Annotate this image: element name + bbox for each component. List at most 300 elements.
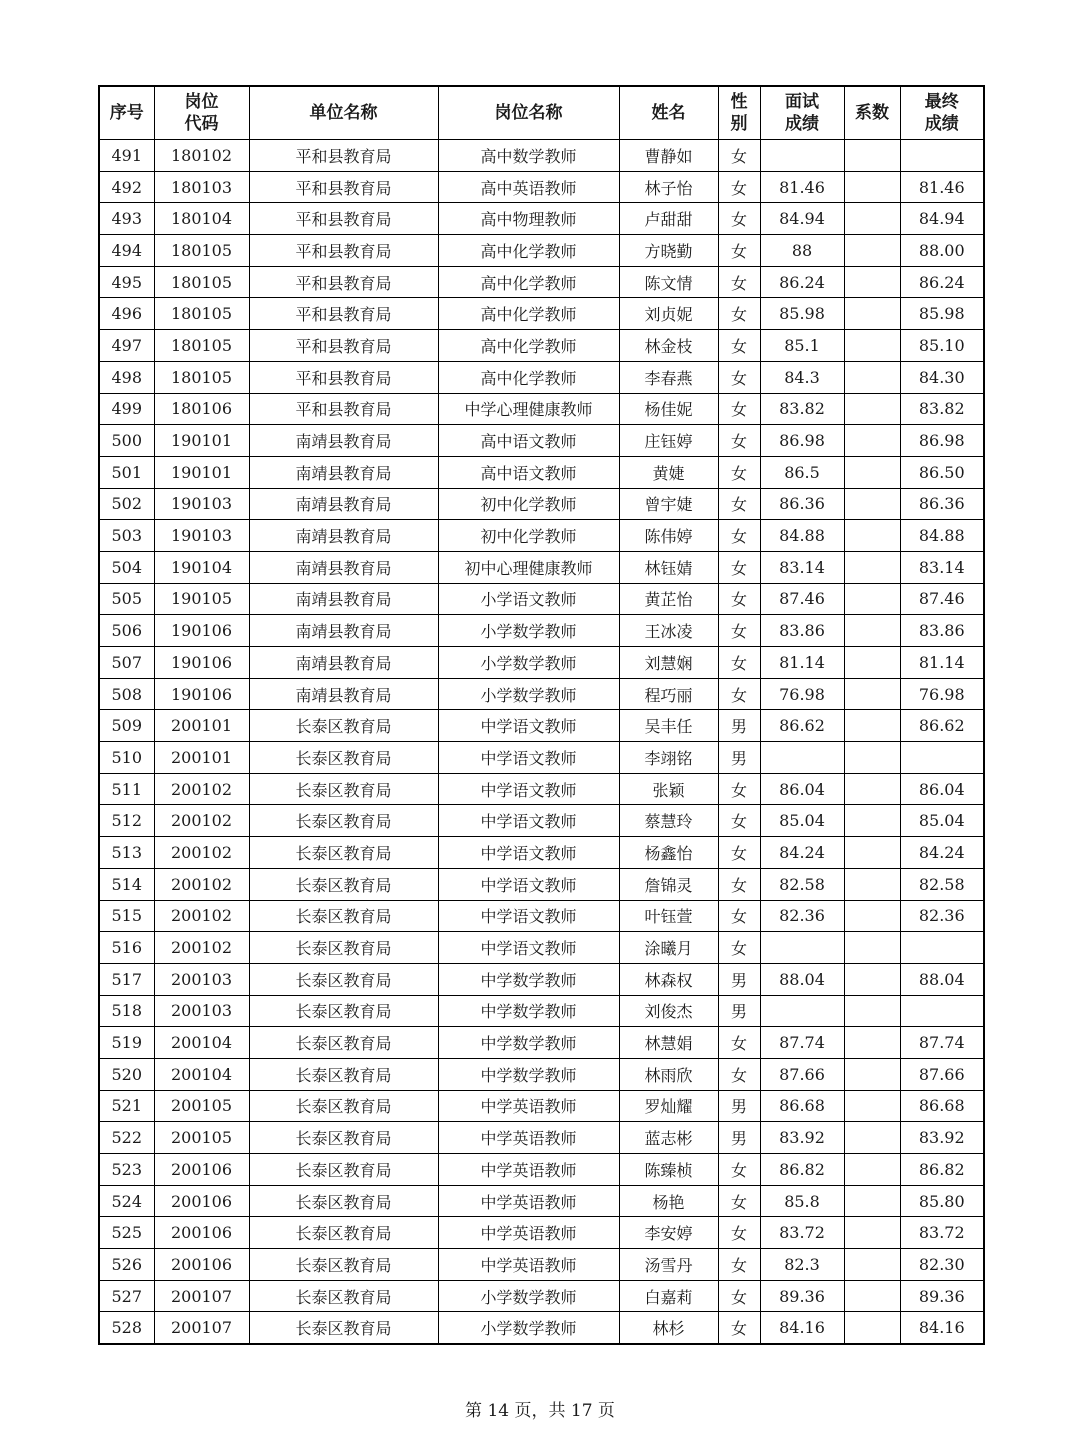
- cell-final-score: 84.88: [900, 520, 984, 552]
- cell-gender: 女: [718, 425, 760, 457]
- cell-seq: 513: [99, 837, 154, 869]
- header-final-score: [900, 86, 984, 140]
- cell-post-name: 高中物理教师: [438, 203, 619, 235]
- cell-interview-score: 85.98: [760, 298, 844, 330]
- cell-interview-score: 83.14: [760, 551, 844, 583]
- table-row: [99, 963, 984, 995]
- cell-name: 刘慧娴: [619, 647, 718, 679]
- table-row: [99, 868, 984, 900]
- cell-post-code: 190103: [154, 488, 249, 520]
- cell-post-name: 高中语文教师: [438, 456, 619, 488]
- table-row: [99, 1027, 984, 1059]
- cell-gender: 女: [718, 171, 760, 203]
- cell-final-score: 86.98: [900, 425, 984, 457]
- cell-final-score: 82.58: [900, 868, 984, 900]
- cell-post-name: 高中化学教师: [438, 235, 619, 267]
- cell-seq: 524: [99, 1185, 154, 1217]
- cell-post-name: 中学数学教师: [438, 1027, 619, 1059]
- cell-unit-name: 长泰区教育局: [249, 1154, 438, 1186]
- cell-final-score: 85.04: [900, 805, 984, 837]
- cell-unit-name: 南靖县教育局: [249, 583, 438, 615]
- header-post-code-line1: 岗位: [184, 92, 219, 112]
- cell-seq: 518: [99, 995, 154, 1027]
- page-footer: 第 14 页，共 17 页: [465, 1401, 615, 1421]
- cell-unit-name: 南靖县教育局: [249, 551, 438, 583]
- cell-name: 黄婕: [619, 456, 718, 488]
- cell-interview-score: 86.62: [760, 710, 844, 742]
- cell-seq: 504: [99, 551, 154, 583]
- cell-post-code: 200105: [154, 1090, 249, 1122]
- table-row: [99, 710, 984, 742]
- cell-name: 曾宇婕: [619, 488, 718, 520]
- cell-coefficient: [844, 425, 900, 457]
- cell-gender: 女: [718, 393, 760, 425]
- cell-final-score: 85.80: [900, 1185, 984, 1217]
- cell-gender: 女: [718, 488, 760, 520]
- table-row: [99, 932, 984, 964]
- cell-coefficient: [844, 995, 900, 1027]
- cell-seq: 519: [99, 1027, 154, 1059]
- cell-interview-score: 83.82: [760, 393, 844, 425]
- cell-post-name: 中学语文教师: [438, 837, 619, 869]
- cell-name: 涂曦月: [619, 932, 718, 964]
- cell-interview-score: 86.98: [760, 425, 844, 457]
- cell-final-score: 87.46: [900, 583, 984, 615]
- cell-post-code: 200106: [154, 1249, 249, 1281]
- cell-name: 杨艳: [619, 1185, 718, 1217]
- cell-post-code: 180105: [154, 298, 249, 330]
- cell-name: 陈文情: [619, 266, 718, 298]
- cell-final-score: 86.24: [900, 266, 984, 298]
- table-row: [99, 678, 984, 710]
- cell-unit-name: 南靖县教育局: [249, 647, 438, 679]
- cell-unit-name: 长泰区教育局: [249, 995, 438, 1027]
- table-row: [99, 900, 984, 932]
- cell-gender: 女: [718, 456, 760, 488]
- results-table: [98, 85, 985, 1345]
- cell-name: 叶钰萱: [619, 900, 718, 932]
- cell-unit-name: 南靖县教育局: [249, 520, 438, 552]
- cell-post-name: 中学语文教师: [438, 868, 619, 900]
- table-row: [99, 235, 984, 267]
- cell-gender: 女: [718, 1280, 760, 1312]
- cell-unit-name: 长泰区教育局: [249, 805, 438, 837]
- cell-post-name: 高中化学教师: [438, 330, 619, 362]
- cell-interview-score: 83.86: [760, 615, 844, 647]
- cell-gender: 女: [718, 1058, 760, 1090]
- table-row: [99, 1280, 984, 1312]
- cell-gender: 女: [718, 1185, 760, 1217]
- cell-post-code: 200102: [154, 868, 249, 900]
- cell-post-code: 190106: [154, 678, 249, 710]
- cell-final-score: 87.74: [900, 1027, 984, 1059]
- cell-gender: 男: [718, 710, 760, 742]
- cell-interview-score: 84.3: [760, 361, 844, 393]
- cell-unit-name: 南靖县教育局: [249, 488, 438, 520]
- cell-coefficient: [844, 1122, 900, 1154]
- cell-post-code: 200104: [154, 1027, 249, 1059]
- table-row: [99, 805, 984, 837]
- cell-coefficient: [844, 1090, 900, 1122]
- cell-name: 蔡慧玲: [619, 805, 718, 837]
- cell-coefficient: [844, 837, 900, 869]
- cell-unit-name: 长泰区教育局: [249, 900, 438, 932]
- cell-name: 黄芷怡: [619, 583, 718, 615]
- cell-seq: 521: [99, 1090, 154, 1122]
- cell-name: 程巧丽: [619, 678, 718, 710]
- cell-interview-score: 82.36: [760, 900, 844, 932]
- cell-name: 罗灿耀: [619, 1090, 718, 1122]
- cell-seq: 509: [99, 710, 154, 742]
- cell-unit-name: 平和县教育局: [249, 298, 438, 330]
- cell-interview-score: 85.8: [760, 1185, 844, 1217]
- cell-final-score: 86.62: [900, 710, 984, 742]
- cell-coefficient: [844, 1185, 900, 1217]
- cell-unit-name: 长泰区教育局: [249, 710, 438, 742]
- cell-interview-score: 86.68: [760, 1090, 844, 1122]
- cell-coefficient: [844, 742, 900, 774]
- cell-post-code: 200105: [154, 1122, 249, 1154]
- table-row: [99, 1122, 984, 1154]
- header-interview-score: [760, 86, 844, 140]
- cell-interview-score: 88.04: [760, 963, 844, 995]
- header-post-code-line2: 代码: [184, 114, 219, 134]
- cell-gender: 女: [718, 900, 760, 932]
- cell-seq: 514: [99, 868, 154, 900]
- cell-unit-name: 长泰区教育局: [249, 1249, 438, 1281]
- cell-post-name: 中学心理健康教师: [438, 393, 619, 425]
- header-interview-line2: 成绩: [785, 114, 819, 134]
- cell-interview-score: 81.46: [760, 171, 844, 203]
- header-unit-name: 单位名称: [249, 86, 438, 140]
- cell-coefficient: [844, 678, 900, 710]
- cell-final-score: 81.46: [900, 171, 984, 203]
- cell-seq: 502: [99, 488, 154, 520]
- table-row: [99, 1058, 984, 1090]
- cell-gender: 女: [718, 583, 760, 615]
- cell-post-name: 高中语文教师: [438, 425, 619, 457]
- cell-seq: 493: [99, 203, 154, 235]
- cell-unit-name: 平和县教育局: [249, 171, 438, 203]
- cell-name: 林森权: [619, 963, 718, 995]
- cell-post-code: 190105: [154, 583, 249, 615]
- cell-post-code: 200106: [154, 1217, 249, 1249]
- cell-coefficient: [844, 393, 900, 425]
- cell-interview-score: 89.36: [760, 1280, 844, 1312]
- cell-coefficient: [844, 361, 900, 393]
- table-row: [99, 425, 984, 457]
- cell-interview-score: 84.88: [760, 520, 844, 552]
- cell-interview-score: 87.66: [760, 1058, 844, 1090]
- cell-name: 林慧娟: [619, 1027, 718, 1059]
- cell-interview-score: [760, 742, 844, 774]
- cell-post-code: 200102: [154, 805, 249, 837]
- cell-gender: 女: [718, 678, 760, 710]
- cell-seq: 522: [99, 1122, 154, 1154]
- cell-post-name: 中学英语教师: [438, 1249, 619, 1281]
- cell-final-score: 84.94: [900, 203, 984, 235]
- cell-coefficient: [844, 805, 900, 837]
- cell-coefficient: [844, 615, 900, 647]
- header-interview-line1: 面试: [785, 92, 819, 112]
- cell-post-name: 高中化学教师: [438, 266, 619, 298]
- header-seq: 序号: [99, 86, 154, 140]
- cell-final-score: 86.50: [900, 456, 984, 488]
- cell-seq: 498: [99, 361, 154, 393]
- cell-unit-name: 长泰区教育局: [249, 1122, 438, 1154]
- cell-coefficient: [844, 171, 900, 203]
- cell-gender: 男: [718, 1122, 760, 1154]
- cell-seq: 520: [99, 1058, 154, 1090]
- cell-coefficient: [844, 1217, 900, 1249]
- cell-seq: 528: [99, 1312, 154, 1344]
- cell-post-code: 180103: [154, 171, 249, 203]
- cell-post-name: 中学语文教师: [438, 805, 619, 837]
- header-name: 姓名: [619, 86, 718, 140]
- cell-name: 蓝志彬: [619, 1122, 718, 1154]
- cell-seq: 500: [99, 425, 154, 457]
- cell-name: 方晓勤: [619, 235, 718, 267]
- cell-name: 林杉: [619, 1312, 718, 1344]
- cell-gender: 女: [718, 932, 760, 964]
- cell-seq: 507: [99, 647, 154, 679]
- cell-seq: 499: [99, 393, 154, 425]
- cell-final-score: [900, 995, 984, 1027]
- cell-final-score: 84.30: [900, 361, 984, 393]
- cell-unit-name: 长泰区教育局: [249, 1058, 438, 1090]
- cell-post-name: 中学英语教师: [438, 1217, 619, 1249]
- cell-post-name: 高中英语教师: [438, 171, 619, 203]
- cell-post-code: 200107: [154, 1280, 249, 1312]
- cell-unit-name: 平和县教育局: [249, 266, 438, 298]
- cell-post-code: 180105: [154, 361, 249, 393]
- cell-post-code: 200106: [154, 1185, 249, 1217]
- cell-unit-name: 长泰区教育局: [249, 1185, 438, 1217]
- cell-coefficient: [844, 1280, 900, 1312]
- cell-interview-score: 88: [760, 235, 844, 267]
- cell-name: 杨鑫怡: [619, 837, 718, 869]
- table-row: [99, 615, 984, 647]
- cell-post-name: 中学语文教师: [438, 773, 619, 805]
- cell-gender: 男: [718, 1090, 760, 1122]
- cell-unit-name: 平和县教育局: [249, 203, 438, 235]
- cell-seq: 491: [99, 140, 154, 172]
- cell-interview-score: 84.16: [760, 1312, 844, 1344]
- header-coefficient: 系数: [844, 86, 900, 140]
- cell-interview-score: 84.94: [760, 203, 844, 235]
- cell-post-name: 中学数学教师: [438, 1058, 619, 1090]
- cell-post-code: 180105: [154, 266, 249, 298]
- cell-final-score: 86.36: [900, 488, 984, 520]
- cell-post-code: 200104: [154, 1058, 249, 1090]
- table-row: [99, 1217, 984, 1249]
- cell-interview-score: 82.58: [760, 868, 844, 900]
- table-row: [99, 330, 984, 362]
- cell-name: 陈臻桢: [619, 1154, 718, 1186]
- header-gender-line2: 别: [730, 114, 748, 134]
- table-row: [99, 171, 984, 203]
- table-row: [99, 520, 984, 552]
- cell-interview-score: 87.46: [760, 583, 844, 615]
- cell-coefficient: [844, 330, 900, 362]
- cell-coefficient: [844, 203, 900, 235]
- cell-post-code: 190106: [154, 615, 249, 647]
- cell-post-name: 中学语文教师: [438, 710, 619, 742]
- cell-post-name: 中学英语教师: [438, 1154, 619, 1186]
- cell-seq: 510: [99, 742, 154, 774]
- cell-post-name: 中学语文教师: [438, 932, 619, 964]
- cell-coefficient: [844, 1154, 900, 1186]
- cell-gender: 女: [718, 868, 760, 900]
- cell-interview-score: 85.04: [760, 805, 844, 837]
- cell-gender: 女: [718, 361, 760, 393]
- cell-seq: 505: [99, 583, 154, 615]
- cell-final-score: 83.92: [900, 1122, 984, 1154]
- table-row: [99, 361, 984, 393]
- cell-seq: 506: [99, 615, 154, 647]
- cell-gender: 女: [718, 266, 760, 298]
- cell-gender: 女: [718, 520, 760, 552]
- cell-coefficient: [844, 551, 900, 583]
- cell-name: 李安婷: [619, 1217, 718, 1249]
- cell-post-code: 180106: [154, 393, 249, 425]
- cell-unit-name: 长泰区教育局: [249, 837, 438, 869]
- cell-post-code: 190103: [154, 520, 249, 552]
- cell-final-score: [900, 742, 984, 774]
- cell-post-name: 中学语文教师: [438, 900, 619, 932]
- cell-interview-score: 85.1: [760, 330, 844, 362]
- cell-final-score: 83.14: [900, 551, 984, 583]
- cell-interview-score: 81.14: [760, 647, 844, 679]
- cell-post-code: 200103: [154, 995, 249, 1027]
- cell-gender: 女: [718, 1249, 760, 1281]
- table-row: [99, 1090, 984, 1122]
- cell-coefficient: [844, 900, 900, 932]
- cell-coefficient: [844, 520, 900, 552]
- table-row: [99, 742, 984, 774]
- cell-final-score: 87.66: [900, 1058, 984, 1090]
- cell-unit-name: 长泰区教育局: [249, 1027, 438, 1059]
- cell-post-name: 小学语文教师: [438, 583, 619, 615]
- cell-name: 曹静如: [619, 140, 718, 172]
- cell-seq: 512: [99, 805, 154, 837]
- cell-seq: 496: [99, 298, 154, 330]
- cell-name: 林金枝: [619, 330, 718, 362]
- cell-final-score: 86.04: [900, 773, 984, 805]
- table-row: [99, 203, 984, 235]
- table-row: [99, 995, 984, 1027]
- cell-gender: 男: [718, 995, 760, 1027]
- cell-gender: 女: [718, 773, 760, 805]
- cell-post-name: 中学语文教师: [438, 742, 619, 774]
- cell-interview-score: 86.82: [760, 1154, 844, 1186]
- cell-name: 白嘉莉: [619, 1280, 718, 1312]
- cell-post-code: 180104: [154, 203, 249, 235]
- cell-interview-score: 83.72: [760, 1217, 844, 1249]
- cell-unit-name: 平和县教育局: [249, 140, 438, 172]
- cell-gender: 女: [718, 647, 760, 679]
- cell-coefficient: [844, 1249, 900, 1281]
- table-row: [99, 298, 984, 330]
- cell-coefficient: [844, 647, 900, 679]
- cell-name: 庄钰婷: [619, 425, 718, 457]
- cell-post-name: 高中数学教师: [438, 140, 619, 172]
- cell-final-score: 76.98: [900, 678, 984, 710]
- cell-post-name: 小学数学教师: [438, 647, 619, 679]
- cell-post-name: 初中心理健康教师: [438, 551, 619, 583]
- cell-unit-name: 长泰区教育局: [249, 1090, 438, 1122]
- cell-seq: 492: [99, 171, 154, 203]
- cell-unit-name: 南靖县教育局: [249, 615, 438, 647]
- cell-gender: 女: [718, 203, 760, 235]
- cell-post-code: 200101: [154, 742, 249, 774]
- cell-seq: 501: [99, 456, 154, 488]
- cell-unit-name: 平和县教育局: [249, 330, 438, 362]
- cell-seq: 495: [99, 266, 154, 298]
- header-final-line2: 成绩: [924, 114, 959, 134]
- cell-post-name: 初中化学教师: [438, 520, 619, 552]
- cell-interview-score: [760, 932, 844, 964]
- cell-post-code: 180102: [154, 140, 249, 172]
- cell-final-score: [900, 140, 984, 172]
- cell-name: 吴丰任: [619, 710, 718, 742]
- cell-post-code: 190101: [154, 456, 249, 488]
- cell-coefficient: [844, 298, 900, 330]
- cell-unit-name: 南靖县教育局: [249, 425, 438, 457]
- cell-unit-name: 南靖县教育局: [249, 678, 438, 710]
- cell-post-code: 190101: [154, 425, 249, 457]
- table-row: [99, 488, 984, 520]
- cell-coefficient: [844, 932, 900, 964]
- cell-interview-score: 87.74: [760, 1027, 844, 1059]
- cell-name: 陈伟婷: [619, 520, 718, 552]
- cell-coefficient: [844, 1027, 900, 1059]
- cell-final-score: 85.98: [900, 298, 984, 330]
- cell-post-code: 200101: [154, 710, 249, 742]
- cell-post-code: 200106: [154, 1154, 249, 1186]
- cell-name: 林雨欣: [619, 1058, 718, 1090]
- cell-unit-name: 长泰区教育局: [249, 1312, 438, 1344]
- cell-unit-name: 长泰区教育局: [249, 1280, 438, 1312]
- cell-post-name: 初中化学教师: [438, 488, 619, 520]
- cell-interview-score: 86.24: [760, 266, 844, 298]
- cell-coefficient: [844, 140, 900, 172]
- cell-name: 汤雪丹: [619, 1249, 718, 1281]
- cell-final-score: 85.10: [900, 330, 984, 362]
- cell-name: 刘俊杰: [619, 995, 718, 1027]
- table-row: [99, 583, 984, 615]
- cell-gender: 男: [718, 742, 760, 774]
- cell-post-name: 中学英语教师: [438, 1185, 619, 1217]
- cell-name: 林钰婧: [619, 551, 718, 583]
- cell-name: 张颖: [619, 773, 718, 805]
- cell-final-score: 83.86: [900, 615, 984, 647]
- cell-gender: 女: [718, 1217, 760, 1249]
- cell-final-score: 83.72: [900, 1217, 984, 1249]
- cell-gender: 女: [718, 615, 760, 647]
- cell-interview-score: [760, 140, 844, 172]
- cell-interview-score: 86.5: [760, 456, 844, 488]
- cell-name: 林子怡: [619, 171, 718, 203]
- header-row: [99, 86, 984, 140]
- cell-post-name: 高中化学教师: [438, 361, 619, 393]
- cell-post-code: 200107: [154, 1312, 249, 1344]
- cell-coefficient: [844, 1058, 900, 1090]
- table-row: [99, 551, 984, 583]
- cell-seq: 516: [99, 932, 154, 964]
- cell-coefficient: [844, 266, 900, 298]
- table-row: [99, 456, 984, 488]
